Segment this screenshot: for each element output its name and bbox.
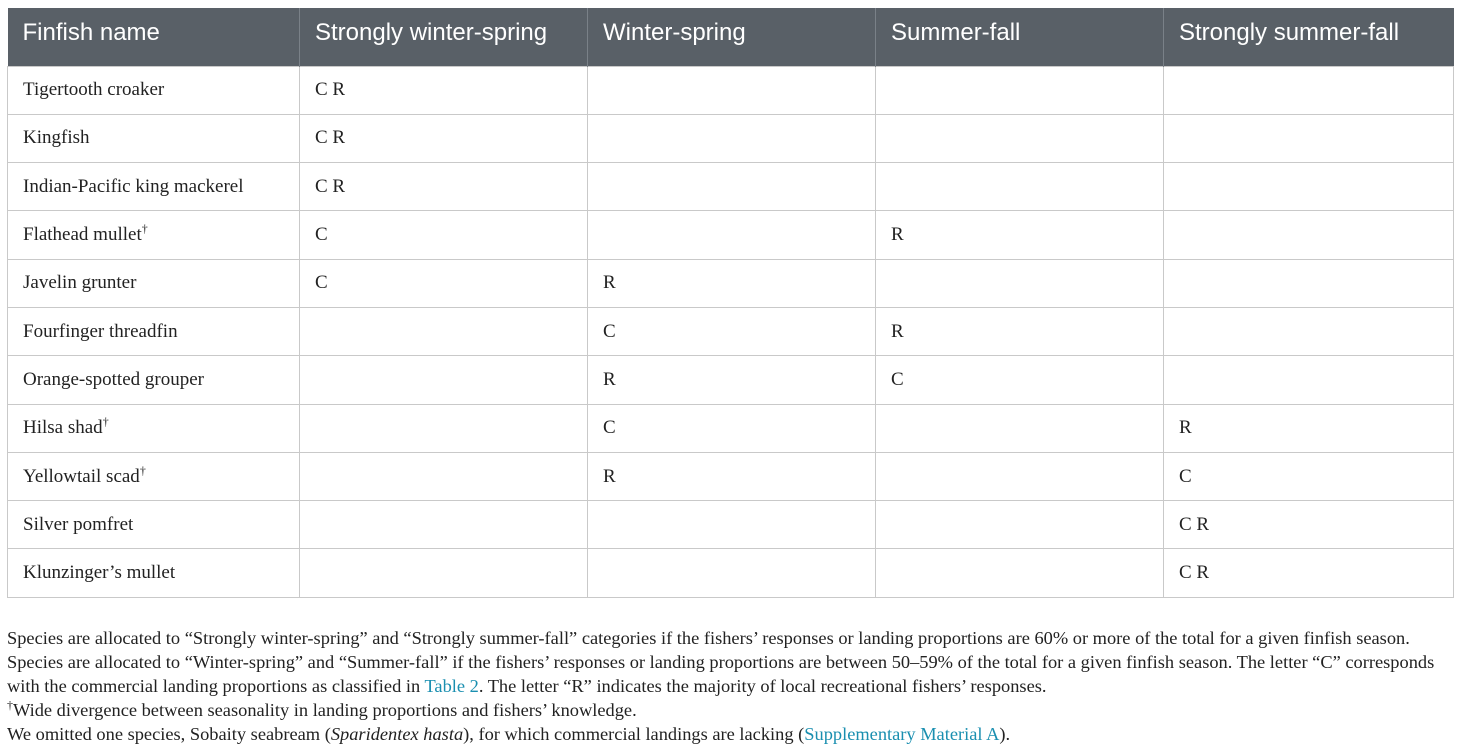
winter-spring-cell	[588, 211, 876, 259]
winter-spring-cell: C	[588, 307, 876, 355]
strongly-winter-spring-cell	[300, 501, 588, 549]
finfish-name-cell	[8, 356, 300, 404]
dagger-marker: †	[139, 463, 146, 478]
table-row	[8, 501, 1454, 549]
footnote-omitted-text: We omitted one species, Sobaity seabream (	[7, 724, 331, 744]
finfish-name: Javelin grunter	[23, 272, 137, 294]
finfish-name: Tigertooth croaker	[23, 79, 165, 101]
footnote-classification	[7, 626, 1457, 698]
winter-spring-cell	[588, 114, 876, 162]
summer-fall-cell	[876, 549, 1164, 597]
finfish-name-cell	[8, 211, 300, 259]
strongly-winter-spring-cell	[300, 356, 588, 404]
table-row	[8, 211, 1454, 259]
table-row	[8, 549, 1454, 597]
table-row	[8, 452, 1454, 500]
strongly-winter-spring-cell: C R	[300, 114, 588, 162]
winter-spring-cell	[588, 163, 876, 211]
footnote-divergence	[7, 698, 1457, 722]
summer-fall-cell: R	[876, 211, 1164, 259]
strongly-winter-spring-cell: C	[300, 211, 588, 259]
winter-spring-cell	[588, 549, 876, 597]
finfish-name-cell	[8, 452, 300, 500]
dagger-marker: †	[7, 697, 13, 712]
table-row	[8, 163, 1454, 211]
winter-spring-cell	[588, 501, 876, 549]
table-row	[8, 307, 1454, 355]
table-row	[8, 114, 1454, 162]
strongly-summer-fall-cell: C R	[1164, 549, 1454, 597]
table-body	[8, 66, 1454, 597]
header-finfish-name: Finfish name	[8, 8, 300, 66]
strongly-winter-spring-cell	[300, 452, 588, 500]
finfish-name: Hilsa shad	[23, 417, 103, 439]
finfish-name: Kingfish	[23, 127, 90, 149]
finfish-name-cell	[8, 404, 300, 452]
finfish-name: Indian-Pacific king mackerel	[23, 175, 244, 197]
strongly-summer-fall-cell	[1164, 259, 1454, 307]
finfish-name: Silver pomfret	[23, 513, 134, 535]
strongly-summer-fall-cell	[1164, 163, 1454, 211]
strongly-summer-fall-cell: C	[1164, 452, 1454, 500]
table-row	[8, 356, 1454, 404]
summer-fall-cell	[876, 114, 1164, 162]
strongly-summer-fall-cell	[1164, 356, 1454, 404]
summer-fall-cell	[876, 452, 1164, 500]
finfish-name: Flathead mullet	[23, 224, 142, 246]
seasonality-table	[7, 8, 1454, 598]
finfish-name-cell	[8, 114, 300, 162]
strongly-summer-fall-cell	[1164, 211, 1454, 259]
dagger-marker: †	[141, 221, 148, 236]
finfish-name-cell	[8, 501, 300, 549]
footnote-classification-text-end: . The letter “R” indicates the majority of local recreational fishers’ responses.	[478, 676, 1047, 696]
finfish-name: Fourfinger threadfin	[23, 320, 178, 342]
supplementary-material-link[interactable]: Supplementary Material A	[804, 724, 1000, 744]
finfish-name-cell	[8, 259, 300, 307]
strongly-summer-fall-cell	[1164, 307, 1454, 355]
strongly-winter-spring-cell: C R	[300, 66, 588, 114]
finfish-name-cell	[8, 549, 300, 597]
footnote-divergence-text: Wide divergence between seasonality in landing proportions and fishers’ knowledge.	[13, 700, 637, 720]
summer-fall-cell: R	[876, 307, 1164, 355]
footnote-omitted-text-end: ).	[999, 724, 1011, 744]
table-row	[8, 259, 1454, 307]
strongly-winter-spring-cell	[300, 307, 588, 355]
table-row	[8, 66, 1454, 114]
strongly-winter-spring-cell	[300, 549, 588, 597]
summer-fall-cell	[876, 404, 1164, 452]
footnote-omitted-species	[7, 722, 1457, 746]
winter-spring-cell: R	[588, 356, 876, 404]
summer-fall-cell	[876, 66, 1164, 114]
table-header	[8, 8, 1454, 66]
winter-spring-cell: R	[588, 259, 876, 307]
table-footnotes	[7, 626, 1457, 746]
table-row	[8, 404, 1454, 452]
table-2-link[interactable]: Table 2	[424, 676, 479, 696]
winter-spring-cell	[588, 66, 876, 114]
finfish-name-cell	[8, 307, 300, 355]
strongly-winter-spring-cell	[300, 404, 588, 452]
species-scientific-name: Sparidentex hasta	[330, 724, 464, 744]
strongly-summer-fall-cell	[1164, 114, 1454, 162]
strongly-summer-fall-cell: R	[1164, 404, 1454, 452]
winter-spring-cell: C	[588, 404, 876, 452]
summer-fall-cell	[876, 163, 1164, 211]
header-winter-spring: Winter-spring	[588, 8, 876, 66]
header-summer-fall: Summer-fall	[876, 8, 1164, 66]
strongly-summer-fall-cell: C R	[1164, 501, 1454, 549]
header-row	[8, 8, 1454, 66]
finfish-name: Orange-spotted grouper	[23, 368, 204, 390]
strongly-winter-spring-cell: C R	[300, 163, 588, 211]
strongly-winter-spring-cell: C	[300, 259, 588, 307]
summer-fall-cell	[876, 501, 1164, 549]
strongly-summer-fall-cell	[1164, 66, 1454, 114]
summer-fall-cell: C	[876, 356, 1164, 404]
finfish-name: Klunzinger’s mullet	[23, 562, 176, 584]
finfish-name-cell	[8, 66, 300, 114]
footnote-classification-text: Species are allocated to “Strongly winter-spring” and “Strongly summer-fall” categories if the fishers’ responses or landing proportions are 60% or more of the total for a given finfish season. Species are allocated to “Winter-spring” and “Summer-fall” if the fishers’ responses or landing proportions are between 50–59% of the total for a given finfish season. The letter “C” corresponds with the commercial landing proportions as classified in	[7, 628, 1435, 696]
dagger-marker: †	[102, 414, 109, 429]
seasonality-table-container	[7, 8, 1453, 598]
winter-spring-cell: R	[588, 452, 876, 500]
footnote-omitted-text-middle: ), for which commercial landings are lacking (	[463, 724, 805, 744]
header-strongly-summer-fall: Strongly summer-fall	[1164, 8, 1454, 66]
finfish-name: Yellowtail scad	[23, 465, 140, 487]
summer-fall-cell	[876, 259, 1164, 307]
finfish-name-cell	[8, 163, 300, 211]
header-strongly-winter-spring: Strongly winter-spring	[300, 8, 588, 66]
